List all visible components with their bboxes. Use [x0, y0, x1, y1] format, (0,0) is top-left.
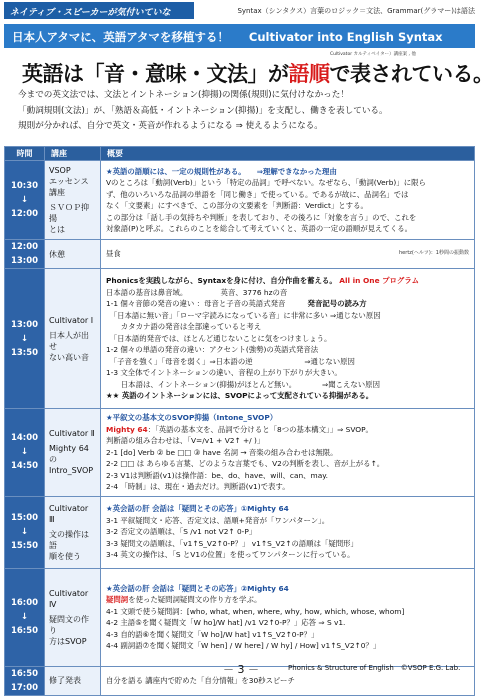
summary-segment: ★英語の語順には、一定の規則性がある。 ⇒理解できなかった理由: [106, 166, 337, 176]
time-text: 16:50: [10, 626, 39, 636]
summary-line: [106, 594, 469, 606]
headline-word-order: 語順: [288, 62, 330, 86]
summary-line: [106, 526, 469, 538]
summary-segment: ★★ 英語のイントネーションには、SVOPによって支配されている抑揚がある。: [106, 391, 374, 401]
summary-segment: ★英会話の肝 会話は「疑問とその応答」①Mighty 64: [106, 504, 289, 514]
summary-line: [106, 538, 469, 550]
session-text: 方はSVOP: [49, 636, 87, 646]
credit-line: Cultivator カルティベイター）講座案 , 他: [330, 52, 416, 57]
summary-segment: 4-4 副詞語⑦を聞く疑問文「W hen] / W here] / W hy] / How] v1↑S_V2↑0？」: [106, 641, 381, 650]
session-text: 文の操作は語: [49, 529, 89, 550]
summary-line: [106, 458, 469, 470]
summary-line: [106, 344, 469, 356]
summary-cell: [101, 161, 475, 240]
time-text: 17:00: [10, 682, 39, 693]
summary-line: [106, 617, 469, 629]
summary-segment: 3-4 英文の操作は、「S とV1の位置」を使ってワンパターンに行っている。: [106, 550, 355, 560]
summary-segment: 日本語は、イントネーション(抑揚)がほとんど無い。 ⇒聞こえない原因: [106, 379, 380, 389]
title-banner: [4, 24, 475, 48]
summary-segment: 昼食: [106, 249, 121, 259]
summary-segment: 日本語の基音は鼻音域。 英音、3776 hzの音: [106, 287, 288, 297]
session-cell: [45, 409, 101, 497]
summary-line: [106, 390, 469, 402]
time-text: 16:00: [10, 598, 39, 608]
summary-line: [106, 200, 469, 212]
session-text: 日本人が出せ: [49, 330, 89, 351]
summary-cell: [101, 269, 475, 409]
summary-note: hertz(ヘルツ)：1秒間の振動数: [399, 250, 469, 257]
time-text: ↓: [20, 527, 29, 537]
table-row: [5, 269, 475, 409]
summary-line: [106, 166, 469, 178]
summary-segment: 2-4 「時制」は、現在・過去だけ。判断語(v1)で表す。: [106, 482, 290, 491]
time-text: 15:00: [10, 513, 39, 523]
summary-segment: 2-1 [do] Verb ② be □□ ③ have 名詞 → 音楽の組み合わせは無限。: [106, 447, 338, 457]
table-row: [5, 240, 475, 269]
top-note: Syntax（シンタクス）言葉のロジック＝文法、Grammar(グラマー)は語法: [237, 7, 475, 15]
summary-cell: [101, 496, 475, 568]
session-text: 修了発表: [49, 676, 81, 685]
summary-segment: 2-2 □□ は あらゆる言葉、どのような言葉でも、V2の判断を表し、音が上がる↑。: [106, 459, 385, 468]
summary-line: [106, 177, 469, 189]
time-text: 12:00: [10, 209, 39, 219]
session-text: 順を使う: [49, 551, 81, 561]
time-text: ↓: [20, 333, 29, 344]
copyright: Phonics & Structure of English ©VSOP E.G. Lab.: [288, 664, 461, 672]
summary-line: [106, 287, 469, 299]
time-cell: [5, 496, 45, 568]
time-text: ↓: [20, 195, 29, 205]
time-cell: [5, 409, 45, 497]
session-text: とは: [49, 225, 65, 234]
headline-part3: で表されている。: [329, 62, 494, 86]
time-text: 10:30: [10, 181, 39, 191]
banner-jp: 日本人アタマに、英語アタマを移植する！: [12, 30, 229, 44]
summary-segment: ：「英語の基本文を、品詞で分けると「8つの基本構文」」⇒ SVOP。: [147, 424, 373, 434]
summary-segment: All in One プログラム: [336, 276, 420, 286]
summary-line: [106, 424, 469, 436]
session-text: Cultivator Ⅰ: [49, 315, 94, 325]
summary-line: [106, 447, 469, 459]
summary-segment: 発音記号の読み方: [307, 299, 367, 309]
summary-line: [106, 333, 469, 345]
summary-segment: Phonicsを実践しながら、Syntaxを身に付け、自分作曲を蓄える。: [106, 276, 337, 286]
time-text: 14:50: [10, 461, 39, 472]
header-summary: 概要: [101, 147, 475, 161]
time-text: 14:00: [10, 433, 39, 444]
summary-line: [106, 515, 469, 527]
summary-segment: 疑問詞: [106, 595, 129, 604]
session-text: 疑問文の作り: [49, 614, 89, 635]
intro-line: 今までの英文法では、文法とイントネーション(抑揚)の関係(規則)に気付けなかった！: [18, 90, 349, 100]
session-text: の: [49, 455, 57, 465]
time-cell: [5, 269, 45, 409]
session-text: エッセンス: [49, 177, 89, 186]
summary-cell: [101, 240, 475, 269]
session-text: Mighty 64: [49, 444, 89, 454]
summary-line: [106, 549, 469, 561]
summary-line: [106, 189, 469, 201]
page-number: － 3 －: [223, 663, 259, 676]
session-text: Cultivator Ⅱ: [49, 429, 95, 439]
session-text: VSOP: [49, 166, 71, 175]
summary-line: [106, 481, 469, 493]
session-text: Cultivator Ⅲ: [49, 503, 89, 524]
summary-line: [106, 223, 469, 235]
summary-line: [106, 629, 469, 641]
session-text: ない高い音: [49, 352, 89, 362]
summary-line: [106, 212, 469, 224]
intro-line: 「動詞規則(文法)」が、「熟語＆高低・イントネーション(抑揚)」を支配し、働きを表している。: [18, 105, 388, 116]
summary-segment: 判断語の組み合わせは、「V=/v1 + V2↑ +/ )」: [106, 436, 265, 445]
table-row: [5, 161, 475, 240]
session-text: 講座: [49, 188, 65, 197]
time-text: 13:50: [10, 347, 39, 358]
summary-line: [106, 640, 469, 652]
summary-segment: カタカナ語の発音は全部違っていると考え: [106, 322, 262, 332]
summary-segment: 「日本語的発音では、ほとんど通じないことに気をつけましょう。: [106, 333, 332, 343]
summary-segment: 1-3 文全体でイントネーションの違い、音程の上がり下がりが大きい。: [106, 368, 342, 378]
intro-text: [18, 88, 468, 135]
summary-segment: 4-3 自的語⑥を聞く疑問文「W ho]/W hat] v1↑S_V2↑0-P？」: [106, 629, 319, 639]
summary-segment: ★平叙文の基本文のSVOP抑揚（Intone_SVOP）: [106, 413, 278, 422]
banner-en: Cultivator into English Syntax: [248, 30, 443, 44]
summary-line: [106, 412, 469, 424]
schedule-table: [4, 146, 475, 696]
session-cell: [45, 269, 101, 409]
table-row: [5, 496, 475, 568]
summary-line: [106, 435, 469, 447]
time-text: ↓: [20, 612, 29, 622]
session-cell: [45, 240, 101, 269]
summary-segment: 3-2 否定文の語順は、「S /v1 not V2↑ 0-P」: [106, 527, 257, 537]
session-cell: [45, 568, 101, 666]
session-text: Cultivator Ⅳ: [49, 588, 89, 609]
headline: [22, 58, 494, 88]
summary-segment: 4-1 文頭で使う疑問詞：[who, what, when, where, why, how, which, whose, whom]: [106, 606, 405, 616]
summary-line: [106, 321, 469, 333]
session-cell: [45, 161, 101, 240]
summary-line: [106, 606, 469, 618]
time-text: ↓: [20, 447, 29, 458]
summary-segment: Vのところは「動詞(Verb)」という「特定の品詞」で呼べない。なぜなら、「動詞(Verb)」に限ら: [106, 178, 426, 187]
summary-segment: 自分を語る 講座内で貯めた「自分情報」を30秒スピーチ: [106, 675, 295, 685]
time-text: 13:00: [10, 319, 39, 330]
summary-segment: 対象語(P)と呼ぶ。これらのことを総合して考えていくと、英語の一定の語順が見えてくる。: [106, 224, 413, 233]
time-text: 15:50: [10, 541, 39, 551]
summary-segment: 1-2 個々の単語の発音の違い：アクセント(強勢)の英語式発音法: [106, 345, 319, 355]
summary-segment: なく「文要素」にすべきで、この部分の文要素を「判断語：Verdict」とする。: [106, 201, 368, 210]
summary-segment: Mighty 64: [106, 424, 148, 434]
time-text: 12:00: [10, 242, 39, 252]
summary-line: [106, 298, 469, 310]
summary-segment: 4-2 主語⑤を聞く疑問文「W ho]/W hat] /v1 V2↑0-P？」応答 ⇒ S v1.: [106, 618, 346, 627]
session-cell: [45, 496, 101, 568]
session-text: Intro_SVOP: [49, 466, 94, 476]
time-cell: [5, 568, 45, 666]
summary-segment: この部分は「話し手の気持ちや判断」を表しており、その後ろに「対象を言う」ので、これを: [106, 212, 417, 222]
summary-line: [106, 310, 469, 322]
table-row: [5, 409, 475, 497]
time-text: 16:50: [10, 668, 39, 679]
summary-segment: 2-3 V1は判断語(v1)は操作語：be、do、have、will、can、may.: [106, 470, 328, 480]
schedule-body: [5, 161, 475, 696]
summary-cell: [101, 409, 475, 497]
summary-segment: 「日本語に無い音」「ローマ字読みになっている音」に非常に多い ⇒通じない原因: [106, 310, 381, 320]
summary-line: [106, 503, 469, 515]
table-header-row: [5, 147, 475, 161]
header-time: 時間: [5, 147, 45, 161]
headline-part1: 英語は「音・意味・文法」が: [22, 62, 289, 86]
top-tag: ネイティブ・スピーカーが気付いていな: [4, 2, 194, 19]
intro-line: 規則が分かれば、自分で英文・英音が作れるようになる ⇒ 使えるようになる。: [18, 121, 323, 131]
header-session: 講座: [45, 147, 101, 161]
summary-line: [106, 356, 469, 368]
time-text: 13:00: [10, 256, 39, 266]
summary-line: [106, 583, 469, 595]
summary-line: [106, 367, 469, 379]
summary-segment: ★英会話の肝 会話は「疑問とその応答」②Mighty 64: [106, 583, 289, 593]
session-text: ＳＶＯＰ抑揚: [49, 203, 89, 223]
summary-segment: 3-1 平叙疑問文・応答、否定文は、語順+発音が「ワンパターン」。: [106, 515, 330, 525]
summary-line: [106, 470, 469, 482]
summary-segment: 3-3 疑問文の語順は、「v1↑S_V2↑0-P？」 v1↑S_V2↑の語順は「疑問形」: [106, 538, 358, 548]
summary-segment: を使った疑問詞疑問文の作り方を学ぶ。: [128, 595, 262, 604]
time-cell: [5, 240, 45, 269]
summary-cell: [101, 568, 475, 666]
summary-segment: 「子音を強く」「母音を弱く」⇒日本語の逆 ⇒通じない原因: [106, 356, 355, 366]
summary-line: [106, 275, 469, 287]
table-row: [5, 568, 475, 666]
session-text: 休憩: [49, 249, 65, 259]
time-cell: [5, 161, 45, 240]
summary-segment: ず、他のいろいろな品詞の単語を「同じ働き」で使っている。であるが故に、品詞名」では: [106, 189, 409, 199]
summary-segment: 1-1 個々音節の発音の違い ：母音と子音の英語式発音: [106, 299, 308, 309]
footer: [0, 655, 479, 679]
summary-line: [106, 379, 469, 391]
